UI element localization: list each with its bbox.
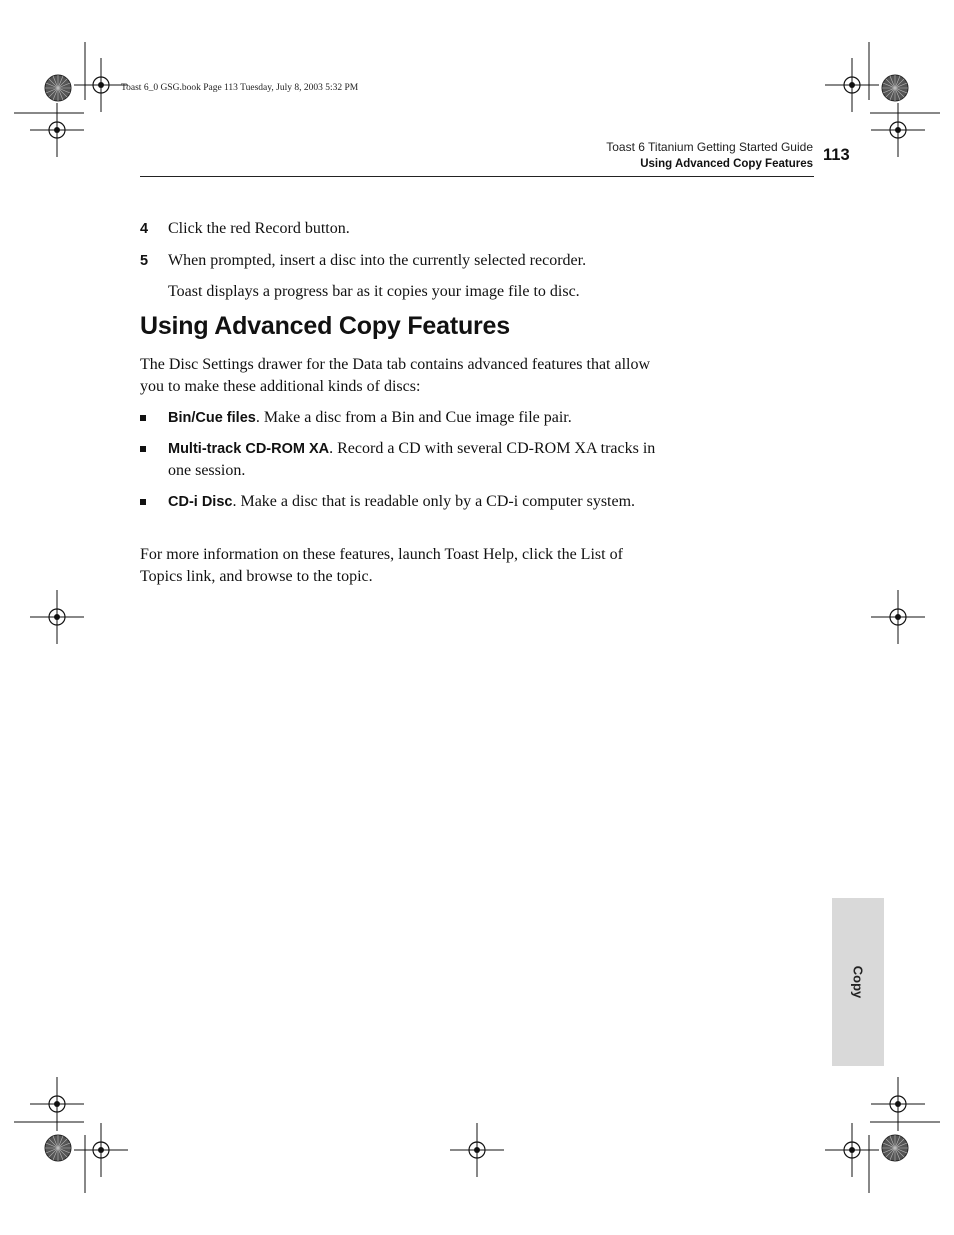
running-header-guide-title: Toast 6 Titanium Getting Started Guide bbox=[606, 140, 813, 154]
bullet-term: Multi-track CD-ROM XA bbox=[168, 441, 330, 457]
closing-paragraph: For more information on these features, launch Toast Help, click the List of Topics link, and browse to the topic. bbox=[140, 546, 623, 585]
bullet-text: . Make a disc that is readable only by a CD-i computer system. bbox=[232, 493, 636, 510]
step-text: When prompted, insert a disc into the currently selected recorder. bbox=[168, 252, 587, 269]
step-number: 5 bbox=[140, 253, 149, 269]
bullet-icon bbox=[140, 499, 146, 505]
intro-paragraph: The Disc Settings drawer for the Data tab contains advanced features that allow you to make these additional kinds of discs: bbox=[140, 356, 651, 395]
header-rule bbox=[140, 176, 814, 177]
step-number: 4 bbox=[140, 221, 149, 237]
page-number: 113 bbox=[823, 146, 850, 164]
bullet-icon bbox=[140, 446, 146, 452]
step-text: Click the red Record button. bbox=[168, 220, 350, 237]
bullet-icon bbox=[140, 415, 146, 421]
running-header-section-title: Using Advanced Copy Features bbox=[640, 158, 813, 170]
step-note: Toast displays a progress bar as it copies your image file to disc. bbox=[168, 283, 580, 300]
bullet-term: CD-i Disc bbox=[168, 494, 233, 510]
bullet-term: Bin/Cue files bbox=[168, 410, 256, 426]
section-heading: Using Advanced Copy Features bbox=[140, 312, 510, 340]
chapter-side-tab bbox=[832, 898, 884, 1066]
print-slug: Toast 6_0 GSG.book Page 113 Tuesday, July 8, 2003 5:32 PM bbox=[121, 83, 359, 93]
bullet-text: . Make a disc from a Bin and Cue image file pair. bbox=[255, 409, 572, 426]
bullet-text: . Record a CD with several CD-ROM XA tracks in one session. bbox=[168, 440, 656, 479]
chapter-side-tab-label: Copy bbox=[850, 965, 866, 999]
